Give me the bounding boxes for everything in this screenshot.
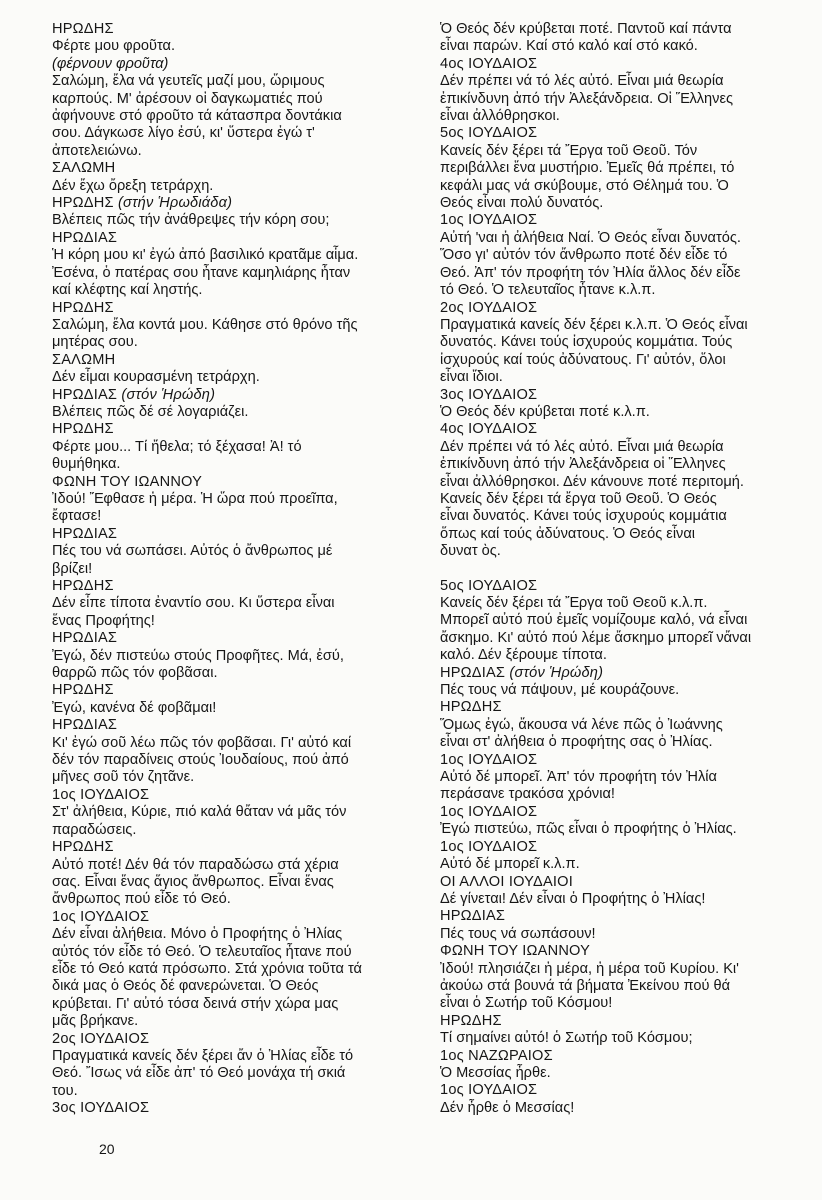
- dialogue-line: βρίζει!: [52, 560, 93, 577]
- dialogue-line: Θεό. Ἀπ' τόν προφήτη τόν Ἠλία ἄλλος δέν εἶδε: [440, 264, 741, 281]
- speaker-name: [52, 421, 397, 438]
- dialogue-line: Κανείς δέν ξέρει τά Ἔργα τοῦ Θεοῦ. Τόν: [440, 142, 698, 159]
- speaker-name: [440, 752, 798, 769]
- dialogue-line: θαρρῶ πῶς τόν φοβᾶσαι.: [52, 665, 218, 682]
- dialogue-block: [440, 300, 798, 387]
- dialogue-line: Δέν ἔχω ὄρεξη τετράρχη.: [52, 177, 214, 194]
- dialogue-line: Ὁ Θεός δέν κρύβεται ποτέ κ.λ.π.: [440, 403, 650, 420]
- dialogue-line: ἄνθρωπος πού εἶδε τό Θεό.: [52, 891, 231, 908]
- speaker-label: 2ος ΙΟΥΔΑΙΟΣ: [440, 299, 538, 316]
- dialogue-block: [52, 717, 397, 787]
- speaker-name: [440, 665, 798, 682]
- dialogue-line: εἶναι ἀλλόθρησκοι. Δέν κάνουνε ποτέ περιτομή.: [440, 473, 744, 490]
- speaker-name: [52, 230, 397, 247]
- speaker-label: 3ος ΙΟΥΔΑΙΟΣ: [440, 386, 538, 403]
- dialogue-block: [52, 56, 397, 73]
- dialogue-line: Δέν πρέπει νά τό λές αὐτό. Εἶναι μιά θεωρία: [440, 438, 724, 455]
- speaker-label: ΗΡΩΔΙΑΣ: [440, 664, 506, 681]
- speaker-name: [440, 943, 798, 960]
- dialogue-block: [52, 73, 397, 160]
- dialogue-block: [52, 474, 397, 526]
- speaker-label: ΦΩΝΗ ΤΟΥ ΙΩΑΝΝΟΥ: [440, 943, 591, 960]
- dialogue-line: ἀφήνουνε στό φροῦτο τά κάτασπρα δοντάκια: [52, 108, 342, 125]
- dialogue-line: Θεό. Ἴσως νά εἶδε ἀπ' τό Θεό μονάχα τή σκιά: [52, 1065, 346, 1082]
- dialogue-line: δυνατ ὸς.: [440, 543, 501, 560]
- dialogue-line: δέν τόν παραδίνεις στούς Ἰουδαίους, πού ἀπό: [52, 752, 349, 769]
- dialogue-line: Κι' ἐγώ σοῦ λέω πῶς τόν φοβᾶσαι. Γι' αὐτό καί: [52, 734, 352, 751]
- speaker-label: ΗΡΩΔΗΣ: [52, 21, 114, 37]
- dialogue-line: Ἐσένα, ὁ πατέρας σου ἦτανε καμηλιάρης ἦταν: [52, 264, 351, 281]
- dialogue-line: περάσανε τρακόσα χρόνια!: [440, 786, 615, 803]
- speaker-label: 1ος ΙΟΥΔΑΙΟΣ: [52, 786, 150, 803]
- dialogue-line: του.: [52, 1082, 78, 1099]
- dialogue-block: [52, 1031, 397, 1101]
- dialogue-line: Αὐτό ποτέ! Δέν θά τόν παραδώσω στά χέρια: [52, 856, 339, 873]
- speaker-label: 1ος ΙΟΥΔΑΙΟΣ: [440, 751, 538, 768]
- speaker-label: ΗΡΩΔΗΣ: [440, 1012, 502, 1029]
- dialogue-line: παραδώσεις.: [52, 821, 137, 838]
- dialogue-block: [52, 526, 397, 578]
- dialogue-line: περιβάλλει ἕνα μυστήριο. Ἐμεῖς θά πρέπει, τό: [440, 160, 735, 177]
- dialogue-line: μητέρας σου.: [52, 334, 138, 351]
- speaker-name: [52, 630, 397, 647]
- speaker-label: ΗΡΩΔΙΑΣ: [52, 229, 118, 246]
- dialogue-line: δυνατός. Κάνει τούς ἰσχυρούς κομμάτια. Τούς: [440, 334, 733, 351]
- dialogue-block: [440, 839, 798, 874]
- dialogue-block: [440, 212, 798, 299]
- speaker-label: ΗΡΩΔΗΣ: [52, 195, 114, 212]
- dialogue-line: Αὐτό δέ μπορεῖ. Ἀπ' τόν προφήτη τόν Ἠλία: [440, 769, 717, 786]
- speaker-name: [52, 21, 397, 38]
- dialogue-line: Πές τους νά σωπάσουν!: [440, 925, 596, 942]
- dialogue-line: Δέν πρέπει νά τό λές αὐτό. Εἶναι μιά θεωρία: [440, 73, 724, 90]
- dialogue-line: τό Θεό. Ὁ τελευταῖος ἦτανε κ.λ.π.: [440, 282, 656, 299]
- speaker-name: [52, 682, 397, 699]
- speaker-name: [440, 908, 798, 925]
- speaker-label: ΗΡΩΔΗΣ: [52, 839, 114, 856]
- dialogue-line: σου. Δάγκωσε λίγο ἐσύ, κι' ὕστερα ἐγώ τ': [52, 125, 315, 142]
- speaker-label: ΦΩΝΗ ΤΟΥ ΙΩΑΝΝΟΥ: [52, 473, 203, 490]
- dialogue-line: ἀποτελειώνω.: [52, 142, 142, 159]
- dialogue-line: κρύβεται. Γι' αὐτό τόσα δεινά στήν χώρα μας: [52, 995, 339, 1012]
- dialogue-line: ἐπικίνδυνη ἀπό τήν Ἀλεξάνδρεια. Οἱ Ἕλληνες: [440, 90, 734, 107]
- dialogue-line: ἔφτασε!: [52, 508, 102, 525]
- dialogue-line: ἀκούω στά βουνά τά βήματα Ἐκείνου πού θά: [440, 977, 731, 994]
- dialogue-block: [440, 874, 798, 909]
- speaker-label: ΗΡΩΔΗΣ: [52, 578, 114, 594]
- dialogue-block: [440, 1013, 798, 1048]
- dialogue-block: [52, 1100, 397, 1117]
- dialogue-block: [440, 387, 798, 422]
- speaker-name: [52, 474, 397, 491]
- dialogue-block: [440, 125, 798, 212]
- dialogue-line: Ὁ Μεσσίας ἦρθε.: [440, 1064, 551, 1081]
- dialogue-line: Κανείς δέν ξέρει τά ἔργα τοῦ Θεοῦ. Ὁ Θεός: [440, 490, 717, 507]
- speaker-name: [52, 839, 397, 856]
- speaker-name: [440, 300, 798, 317]
- speaker-label: 4ος ΙΟΥΔΑΙΟΣ: [440, 421, 538, 438]
- dialogue-line: Ὅσο γι' αὐτόν τόν ἄνθρωπο ποτέ δέν εἶδε τό: [440, 247, 728, 264]
- dialogue-line: Θεός εἶναι πολύ δυνατός.: [440, 195, 604, 212]
- speaker-name: [440, 1082, 798, 1099]
- block-gap: [440, 561, 798, 578]
- dialogue-line: Βλέπεις πῶς τήν ἀνάθρεψες τήν κόρη σου;: [52, 212, 330, 229]
- dialogue-line: καί κλέφτης καί ληστής.: [52, 282, 203, 299]
- dialogue-block: [52, 387, 397, 422]
- dialogue-block: [52, 195, 397, 230]
- speaker-name: [440, 874, 798, 891]
- dialogue-block: [52, 300, 397, 352]
- speaker-label: ΟΙ ΑΛΛΟΙ ΙΟΥΔΑΙΟΙ: [440, 873, 573, 890]
- dialogue-line: Ἰδού! πλησιάζει ἡ μέρα, ἡ μέρα τοῦ Κυρίου. Κι': [440, 960, 739, 977]
- dialogue-line: Πραγματικά κανείς δέν ξέρει ἄν ὁ Ἠλίας εἶδε τό: [52, 1047, 354, 1064]
- dialogue-line: Αὐτό δέ μπορεῖ κ.λ.π.: [440, 856, 580, 873]
- dialogue-line: αὐτός τόν εἶδε τό Θεό. Ὁ τελευταῖος ἦτανε πού: [52, 943, 352, 960]
- dialogue-line: Τί σημαίνει αὐτό! ὁ Σωτήρ τοῦ Κόσμου;: [440, 1030, 693, 1047]
- dialogue-block: [52, 578, 397, 630]
- dialogue-block: [440, 1048, 798, 1083]
- dialogue-line: εἶναι δυνατός. Κάνει τούς ἰσχυρούς κομμάτια: [440, 508, 727, 525]
- dialogue-line: μᾶς βρήκανε.: [52, 1013, 139, 1030]
- dialogue-block: [440, 578, 798, 665]
- dialogue-block: [52, 160, 397, 195]
- dialogue-line: εἶναι στ' ἀλήθεια ὁ προφήτης σας ὁ Ἠλίας.: [440, 734, 713, 751]
- right-column: [440, 21, 798, 1117]
- dialogue-block: [52, 839, 397, 909]
- speaker-name: [440, 387, 798, 404]
- dialogue-block: [52, 630, 397, 682]
- dialogue-line: ἄσκημο. Κι' αὐτό πού λέμε ἄσκημο μπορεῖ νἄναι: [440, 629, 752, 646]
- speaker-label: 5ος ΙΟΥΔΑΙΟΣ: [440, 577, 538, 594]
- speaker-label: 1ος ΙΟΥΔΑΙΟΣ: [440, 1082, 538, 1099]
- dialogue-line: Ὁ Θεός δέν κρύβεται ποτέ. Παντοῦ καί πάντα: [440, 21, 732, 37]
- speaker-name: [440, 1048, 798, 1065]
- dialogue-line: Μπορεῖ αὐτό πού ἐμεῖς νομίζουμε καλό, νά εἶναι: [440, 612, 748, 629]
- dialogue-line: ὅπως καί τούς ἀδύνατους. Ὁ Θεός εἶναι: [440, 525, 696, 542]
- speaker-name: [52, 300, 397, 317]
- speaker-label: 4ος ΙΟΥΔΑΙΟΣ: [440, 55, 538, 72]
- dialogue-line: Πραγματικά κανείς δέν ξέρει κ.λ.π. Ὁ Θεός εἶναι: [440, 316, 748, 333]
- speaker-label: ΗΡΩΔΙΑΣ: [52, 717, 118, 734]
- speaker-name: [440, 839, 798, 856]
- speaker-label: 5ος ΙΟΥΔΑΙΟΣ: [440, 125, 538, 142]
- stage-direction-inline: (στόν Ἡρώδη): [509, 664, 604, 681]
- speaker-label: ΗΡΩΔΙΑΣ: [52, 630, 118, 647]
- stage-direction: (φέρνουν φροῦτα): [52, 55, 169, 72]
- dialogue-line: Φέρτε μου... Τί ἤθελα; τό ξέχασα! Ἀ! τό: [52, 438, 302, 455]
- dialogue-block: [52, 787, 397, 839]
- speaker-name: [52, 526, 397, 543]
- speaker-name: [52, 352, 397, 369]
- speaker-label: 1ος ΙΟΥΔΑΙΟΣ: [52, 908, 150, 925]
- dialogue-block: [440, 804, 798, 839]
- dialogue-line: Σαλώμη, ἔλα νά γευτεῖς μαζί μου, ὥριμους: [52, 73, 325, 90]
- speaker-name: [440, 804, 798, 821]
- left-column: [52, 21, 397, 1118]
- speaker-label: ΗΡΩΔΗΣ: [52, 421, 114, 438]
- speaker-name: [52, 387, 397, 404]
- dialogue-line: κεφάλι μας νά σκύβουμε, στό Θέλημά του. Ὁ: [440, 177, 729, 194]
- speaker-label: ΗΡΩΔΙΑΣ: [52, 525, 118, 542]
- dialogue-block: [440, 56, 798, 126]
- dialogue-block: [440, 21, 798, 56]
- dialogue-line: σας. Εἶναι ἕνας ἅγιος ἄνθρωπος. Εἶναι ἕνας: [52, 873, 334, 890]
- dialogue-line: μῆνες σοῦ τόν ζητᾶνε.: [52, 769, 195, 786]
- speaker-name: [52, 160, 397, 177]
- dialogue-line: Κανείς δέν ξέρει τά Ἔργα τοῦ Θεοῦ κ.λ.π.: [440, 595, 708, 611]
- dialogue-block: [440, 752, 798, 804]
- dialogue-block: [52, 230, 397, 300]
- speaker-label: 1ος ΝΑΖΩΡΑΙΟΣ: [440, 1047, 553, 1064]
- dialogue-line: Δέ γίνεται! Δέν εἶναι ὁ Προφήτης ὁ Ἠλίας!: [440, 890, 706, 907]
- dialogue-line: Ἐγώ πιστεύω, πῶς εἶναι ὁ προφήτης ὁ Ἠλίας.: [440, 821, 737, 838]
- speaker-name: [52, 578, 397, 595]
- dialogue-block: [52, 421, 397, 473]
- dialogue-line: εἶναι ὁ Σωτήρ τοῦ Κόσμου!: [440, 995, 613, 1012]
- dialogue-line: ἰσχυρούς καί τούς ἀδύνατους. Γι' αὐτόν, ὅλοι: [440, 351, 726, 368]
- speaker-label: ΣΑΛΩΜΗ: [52, 351, 116, 368]
- dialogue-line: Δέν εἶπε τίποτα ἐναντίο σου. Κι ὕστερα εἶναι: [52, 595, 335, 612]
- dialogue-line: Δέν εἶμαι κουρασμένη τετράρχη.: [52, 369, 260, 386]
- speaker-name: [440, 699, 798, 716]
- dialogue-block: [440, 665, 798, 700]
- dialogue-line: Ἐγώ, κανένα δέ φοβᾶμαι!: [52, 699, 217, 716]
- speaker-name: [440, 56, 798, 73]
- dialogue-line: καλό. Δέν ξέρουμε τίποτα.: [440, 647, 607, 664]
- speaker-label: ΗΡΩΔΙΑΣ: [52, 386, 118, 403]
- speaker-label: 1ος ΙΟΥΔΑΙΟΣ: [440, 212, 538, 229]
- dialogue-block: [440, 1082, 798, 1117]
- speaker-name: [52, 195, 397, 212]
- stage-direction-inline: (στόν Ἡρώδη): [121, 386, 216, 403]
- speaker-name: [440, 1013, 798, 1030]
- speaker-label: 1ος ΙΟΥΔΑΙΟΣ: [440, 838, 538, 855]
- dialogue-line: Δέν εἶναι ἀλήθεια. Μόνο ὁ Προφήτης ὁ Ἠλίας: [52, 926, 343, 943]
- speaker-name: [52, 1031, 397, 1048]
- speaker-name: [52, 787, 397, 804]
- dialogue-line: Δέν ἦρθε ὁ Μεσσίας!: [440, 1099, 575, 1116]
- speaker-label: 3ος ΙΟΥΔΑΙΟΣ: [52, 1100, 150, 1117]
- dialogue-block: [440, 908, 798, 943]
- dialogue-block: [52, 682, 397, 717]
- dialogue-block: [440, 943, 798, 1013]
- stage-direction-inline: (στήν Ἡρωδιάδα): [117, 195, 233, 212]
- dialogue-block: [52, 909, 397, 1031]
- speaker-label: ΗΡΩΔΗΣ: [52, 299, 114, 316]
- dialogue-line: Αὐτή 'ναι ἡ ἀλήθεια Ναί. Ὁ Θεός εἶναι δυνατός.: [440, 229, 741, 246]
- dialogue-line: Πές τους νά πάψουν, μέ κουράζουνε.: [440, 682, 680, 699]
- speaker-name: [440, 421, 798, 438]
- speaker-name: [52, 717, 397, 734]
- speaker-name: [52, 1100, 397, 1117]
- dialogue-line: Στ' ἀλήθεια, Κύριε, πιό καλά θἄταν νά μᾶς τόν: [52, 804, 347, 821]
- dialogue-line: εἶναι ἀλλόθρησκοι.: [440, 108, 560, 125]
- speaker-name: [440, 212, 798, 229]
- speaker-label: 2ος ΙΟΥΔΑΙΟΣ: [52, 1030, 150, 1047]
- dialogue-line: Βλέπεις πῶς δέ σέ λογαριάζει.: [52, 403, 249, 420]
- dialogue-line: Ὅμως ἐγώ, ἄκουσα νά λένε πῶς ὁ Ἰωάννης: [440, 716, 723, 733]
- dialogue-line: θυμήθηκα.: [52, 456, 121, 473]
- dialogue-line: δικά μας ὁ Θεός δέ φανερώνεται. Ὁ Θεός: [52, 978, 319, 995]
- speaker-label: 1ος ΙΟΥΔΑΙΟΣ: [440, 803, 538, 820]
- speaker-name: [440, 578, 798, 595]
- dialogue-block: [52, 352, 397, 387]
- dialogue-block: [440, 699, 798, 751]
- dialogue-line: καρπούς. Μ' ἀρέσουν οἱ δαγκωματιές πού: [52, 90, 323, 107]
- dialogue-line: Ἡ κόρη μου κι' ἐγώ ἀπό βασιλικό κρατᾶμε αἷμα.: [52, 247, 359, 264]
- dialogue-line: εἶδε τό Θεό κατά πρόσωπο. Στά χρόνια τοῦτα τά: [52, 960, 362, 977]
- speaker-label: ΗΡΩΔΗΣ: [440, 699, 502, 716]
- speaker-label: ΣΑΛΩΜΗ: [52, 160, 116, 177]
- speaker-label: ΗΡΩΔΗΣ: [52, 682, 114, 699]
- dialogue-line: εἶναι παρών. Καί στό καλό καί στό κακό.: [440, 38, 698, 55]
- speaker-name: [52, 909, 397, 926]
- dialogue-line: ἕνας Προφήτης!: [52, 612, 155, 629]
- speaker-label: ΗΡΩΔΙΑΣ: [440, 908, 506, 925]
- dialogue-line: Ἐγώ, δέν πιστεύω στούς Προφῆτες. Μά, ἐσύ,: [52, 647, 344, 664]
- speaker-name: [440, 125, 798, 142]
- page-number: 20: [99, 1141, 115, 1157]
- dialogue-line: εἶναι ἴδιοι.: [440, 369, 503, 386]
- dialogue-line: Πές του νά σωπάσει. Αὐτός ὁ ἄνθρωπος μέ: [52, 543, 333, 560]
- dialogue-block: [52, 21, 397, 56]
- dialogue-line: Σαλώμη, ἔλα κοντά μου. Κάθησε στό θρόνο τῆς: [52, 316, 358, 333]
- dialogue-line: Φέρτε μου φροῦτα.: [52, 38, 176, 55]
- dialogue-line: ἐπικίνδυνη ἀπό τήν Ἀλεξάνδρεια οἱ Ἕλληνες: [440, 456, 726, 473]
- dialogue-line: Ἰδού! Ἔφθασε ἡ μέρα. Ἡ ὥρα πού προεῖπα,: [52, 490, 338, 507]
- dialogue-block: [440, 421, 798, 560]
